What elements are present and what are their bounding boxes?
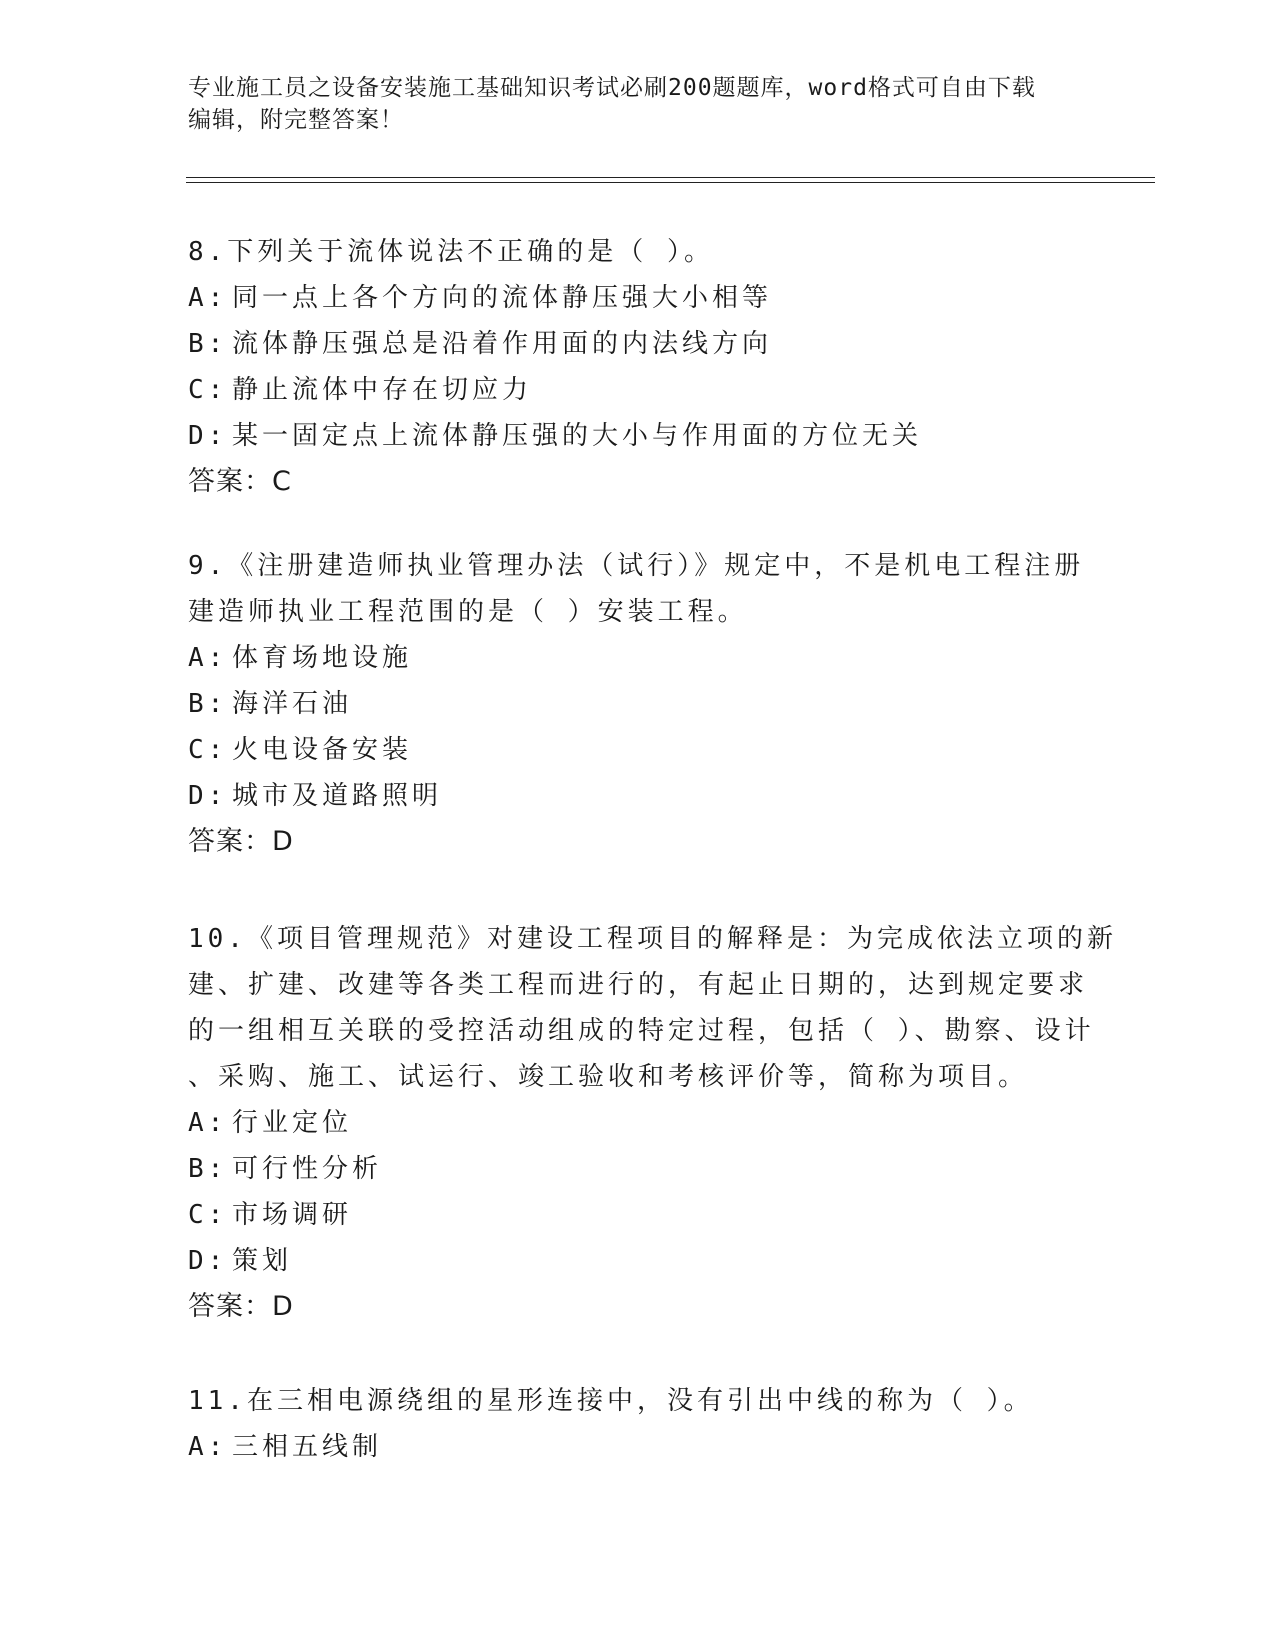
option-c	[188, 727, 1088, 773]
option-text: 策划	[232, 1246, 293, 1276]
answer: 答案：D	[188, 1291, 294, 1322]
option-letter: D:	[188, 421, 228, 451]
option-b	[188, 681, 1088, 727]
option-text: 可行性分析	[232, 1154, 383, 1184]
option-text: 海洋石油	[232, 689, 353, 719]
option-b	[188, 1146, 1088, 1192]
option-letter: A:	[188, 643, 228, 673]
option-text: 流体静压强总是沿着作用面的内法线方向	[232, 329, 773, 359]
option-letter: B:	[188, 329, 228, 359]
option-c	[188, 367, 1088, 413]
stem-line: 建造师执业工程范围的是（ ）安装工程。	[188, 597, 748, 627]
option-text: 三相五线制	[232, 1432, 383, 1462]
header-line-1: 专业施工员之设备安装施工基础知识考试必刷200题题库，word格式可自由下载	[188, 75, 1036, 101]
stem-line: 11.在三相电源绕组的星形连接中，没有引出中线的称为（ ）。	[188, 1386, 1034, 1416]
option-text: 同一点上各个方向的流体静压强大小相等	[232, 283, 773, 313]
stem-line: 10.《项目管理规范》对建设工程项目的解释是：为完成依法立项的新	[188, 924, 1117, 954]
header-divider-top	[186, 177, 1155, 178]
option-text: 城市及道路照明	[232, 781, 443, 811]
option-a	[188, 635, 1088, 681]
header-divider-bottom	[186, 182, 1155, 183]
question-stem	[188, 916, 1117, 1100]
option-d	[188, 773, 1088, 819]
question-10	[188, 916, 1117, 1330]
question-stem	[188, 543, 1088, 635]
option-text: 某一固定点上流体静压强的大小与作用面的方位无关	[232, 421, 923, 451]
question-8	[188, 229, 1088, 505]
answer: 答案：C	[188, 466, 292, 497]
option-text: 市场调研	[232, 1200, 353, 1230]
option-a	[188, 1424, 1088, 1470]
stem-line: 建、扩建、改建等各类工程而进行的，有起止日期的，达到规定要求	[188, 970, 1089, 1000]
option-letter: A:	[188, 1108, 228, 1138]
option-letter: C:	[188, 375, 228, 405]
option-d	[188, 413, 1088, 459]
document-header	[188, 72, 1088, 136]
option-letter: D:	[188, 781, 228, 811]
option-a	[188, 1100, 1088, 1146]
option-letter: B:	[188, 1154, 228, 1184]
option-letter: C:	[188, 1200, 228, 1230]
stem-line: 的一组相互关联的受控活动组成的特定过程，包括（ ）、勘察、设计	[188, 1016, 1095, 1046]
header-line-2: 编辑，附完整答案！	[188, 107, 404, 133]
stem-line: 8.下列关于流体说法不正确的是（ ）。	[188, 237, 714, 267]
option-letter: D:	[188, 1246, 228, 1276]
option-text: 静止流体中存在切应力	[232, 375, 533, 405]
option-b	[188, 321, 1088, 367]
option-letter: A:	[188, 1432, 228, 1462]
option-a	[188, 275, 1088, 321]
question-11	[188, 1378, 1088, 1470]
option-d	[188, 1238, 1088, 1284]
answer: 答案：D	[188, 826, 294, 857]
option-letter: C:	[188, 735, 228, 765]
option-text: 火电设备安装	[232, 735, 413, 765]
option-c	[188, 1192, 1088, 1238]
option-text: 行业定位	[232, 1108, 353, 1138]
stem-line: 9.《注册建造师执业管理办法（试行）》规定中，不是机电工程注册	[188, 551, 1085, 581]
question-stem	[188, 229, 1088, 275]
option-text: 体育场地设施	[232, 643, 413, 673]
stem-line: 、采购、施工、试运行、竣工验收和考核评价等，简称为项目。	[188, 1062, 1029, 1092]
question-stem	[188, 1378, 1088, 1424]
option-letter: A:	[188, 283, 228, 313]
option-letter: B:	[188, 689, 228, 719]
question-9	[188, 543, 1088, 865]
